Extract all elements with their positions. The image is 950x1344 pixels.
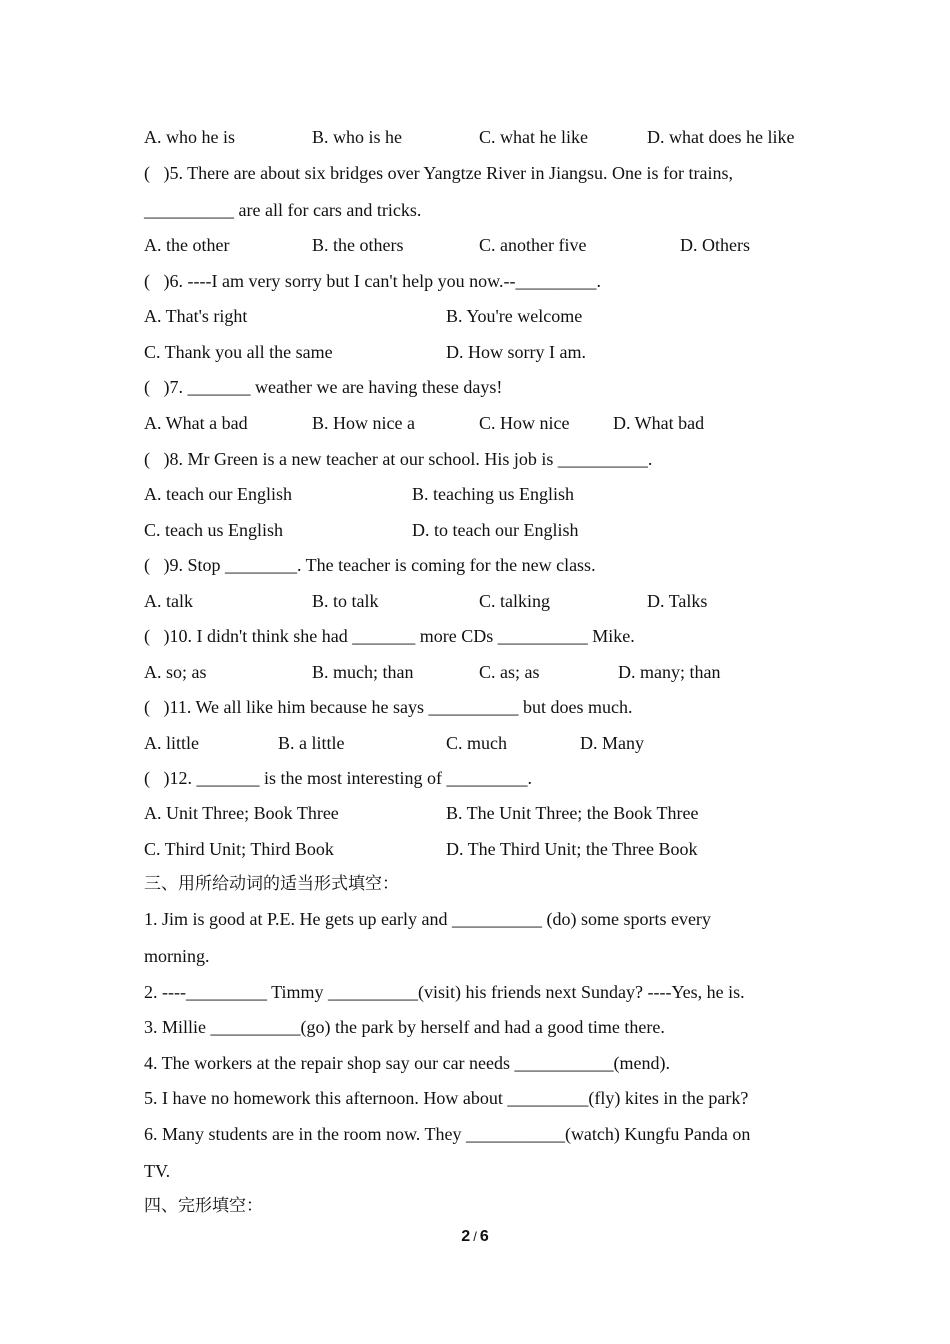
q8-text: ( )8. Mr Green is a new teacher at our school. His job is __________. <box>144 449 653 469</box>
q9-option-b: B. to talk <box>312 591 379 611</box>
q12-option-c: C. Third Unit; Third Book <box>144 839 334 859</box>
q9-option-d: D. Talks <box>647 591 708 611</box>
total-pages: 6 <box>479 1228 489 1245</box>
q9-text: ( )9. Stop ________. The teacher is coming for the new class. <box>144 555 596 575</box>
q11-option-d: D. Many <box>580 733 644 753</box>
q10-text: ( )10. I didn't think she had _______ more CDs __________ Mike. <box>144 626 635 646</box>
q6-option-b: B. You're welcome <box>446 306 583 326</box>
q6-option-a: A. That's right <box>144 306 248 326</box>
section3-item-6-cont: TV. <box>144 1161 171 1181</box>
section3-title: 三、用所给动词的适当形式填空： <box>144 874 399 894</box>
q11-option-a: A. little <box>144 733 199 753</box>
section3-item-1-cont: morning. <box>144 946 210 966</box>
q6-option-c: C. Thank you all the same <box>144 342 333 362</box>
section3-item-4: 4. The workers at the repair shop say our car needs ___________(mend). <box>144 1053 671 1073</box>
q5-option-b: B. the others <box>312 235 404 255</box>
q8-option-c: C. teach us English <box>144 520 283 540</box>
q10-option-c: C. as; as <box>479 662 540 682</box>
q12-option-a: A. Unit Three; Book Three <box>144 803 339 823</box>
q5-text-line2: __________ are all for cars and tricks. <box>144 200 422 220</box>
section3-item-6: 6. Many students are in the room now. They ___________(watch) Kungfu Panda on <box>144 1124 751 1144</box>
section3-item-3: 3. Millie __________(go) the park by herself and had a good time there. <box>144 1017 665 1037</box>
q4-option-b: B. who is he <box>312 127 402 147</box>
section4-title: 四、完形填空： <box>144 1196 263 1216</box>
q5-option-a: A. the other <box>144 235 230 255</box>
q8-option-b: B. teaching us English <box>412 484 574 504</box>
q5-text-line1: ( )5. There are about six bridges over Yangtze River in Jiangsu. One is for trains, <box>144 163 734 183</box>
page-separator: / <box>473 1229 477 1244</box>
q8-option-a: A. teach our English <box>144 484 292 504</box>
q7-option-c: C. How nice <box>479 413 570 433</box>
section3-item-1: 1. Jim is good at P.E. He gets up early and __________ (do) some sports every <box>144 909 711 929</box>
q7-text: ( )7. _______ weather we are having these days! <box>144 377 503 397</box>
q12-text: ( )12. _______ is the most interesting of _________. <box>144 768 532 788</box>
q6-option-d: D. How sorry I am. <box>446 342 586 362</box>
q5-option-d: D. Others <box>680 235 750 255</box>
q10-option-d: D. many; than <box>618 662 721 682</box>
q9-option-c: C. talking <box>479 591 550 611</box>
page-number <box>0 1228 950 1246</box>
q12-option-b: B. The Unit Three; the Book Three <box>446 803 699 823</box>
q7-option-a: A. What a bad <box>144 413 248 433</box>
q10-option-a: A. so; as <box>144 662 207 682</box>
q5-option-c: C. another five <box>479 235 587 255</box>
section3-item-5: 5. I have no homework this afternoon. How about _________(fly) kites in the park? <box>144 1088 749 1108</box>
current-page: 2 <box>461 1228 471 1245</box>
q7-option-d: D. What bad <box>613 413 705 433</box>
q11-option-c: C. much <box>446 733 507 753</box>
q11-text: ( )11. We all like him because he says __________ but does much. <box>144 697 633 717</box>
q9-option-a: A. talk <box>144 591 193 611</box>
q12-option-d: D. The Third Unit; the Three Book <box>446 839 698 859</box>
q4-option-c: C. what he like <box>479 127 588 147</box>
q6-text: ( )6. ----I am very sorry but I can't help you now.--_________. <box>144 271 601 291</box>
q4-option-d: D. what does he like <box>647 127 795 147</box>
q8-option-d: D. to teach our English <box>412 520 579 540</box>
q10-option-b: B. much; than <box>312 662 414 682</box>
q7-option-b: B. How nice a <box>312 413 415 433</box>
q11-option-b: B. a little <box>278 733 345 753</box>
q4-option-a: A. who he is <box>144 127 235 147</box>
section3-item-2: 2. ----_________ Timmy __________(visit) his friends next Sunday? ----Yes, he is. <box>144 982 745 1002</box>
